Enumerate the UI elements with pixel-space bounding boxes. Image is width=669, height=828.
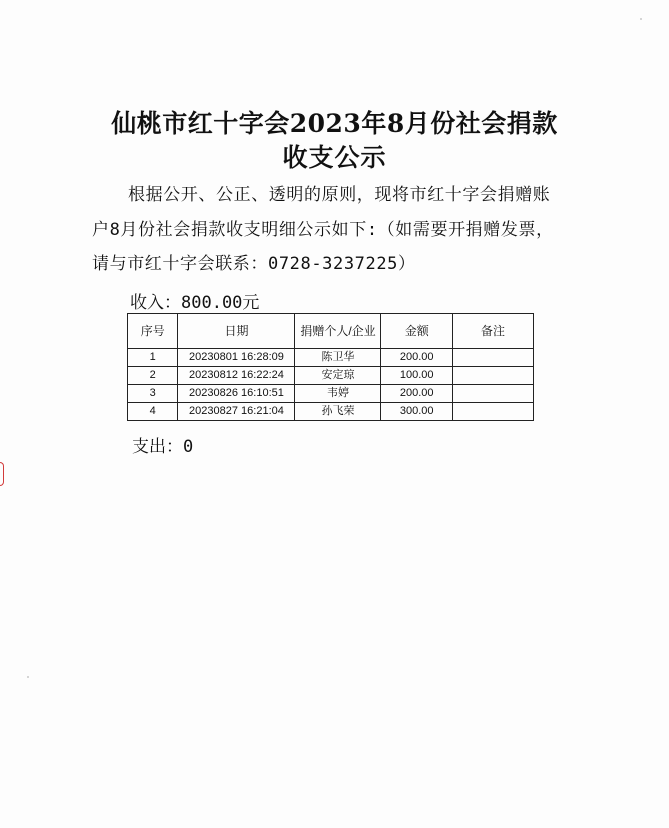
- table-row: [128, 349, 534, 367]
- table-row: [128, 403, 534, 421]
- cell-amount: 200.00: [381, 349, 452, 367]
- cell-no: 2: [128, 367, 178, 385]
- header-note: 备注: [452, 314, 533, 349]
- cell-donor: 孙飞荣: [295, 403, 381, 421]
- cell-amount: 200.00: [381, 385, 452, 403]
- expense-summary: 支出：0: [132, 437, 194, 457]
- scan-speck: [640, 18, 642, 20]
- cell-amount: 100.00: [381, 367, 452, 385]
- cell-no: 4: [128, 403, 178, 421]
- cell-date: 20230827 16:21:04: [178, 403, 295, 421]
- cell-note: [452, 349, 533, 367]
- header-donor: 捐赠个人/企业: [295, 314, 381, 349]
- intro-line-3: 请与市红十字会联系：0728-3237225）: [92, 254, 416, 274]
- donation-table: [127, 313, 534, 421]
- margin-red-mark: [0, 462, 4, 486]
- income-summary: 收入：800.00元: [130, 293, 260, 313]
- cell-no: 1: [128, 349, 178, 367]
- header-date: 日期: [178, 314, 295, 349]
- table-row: [128, 385, 534, 403]
- document-title-line2: 收支公示: [282, 143, 387, 172]
- cell-note: [452, 367, 533, 385]
- cell-date: 20230826 16:10:51: [178, 385, 295, 403]
- header-no: 序号: [128, 314, 178, 349]
- cell-note: [452, 385, 533, 403]
- cell-donor: 陈卫华: [295, 349, 381, 367]
- cell-note: [452, 403, 533, 421]
- cell-donor: 安定琼: [295, 367, 381, 385]
- intro-line-1: 根据公开、公正、透明的原则，现将市红十字会捐赠账: [128, 185, 551, 205]
- cell-date: 20230812 16:22:24: [178, 367, 295, 385]
- intro-line-2: 户8月份社会捐款收支明细公示如下:（如需要开捐赠发票，: [92, 220, 554, 240]
- cell-no: 3: [128, 385, 178, 403]
- document-title-line1: 仙桃市红十字会2023年8月份社会捐款: [111, 109, 558, 138]
- scan-speck: [27, 676, 29, 678]
- table-row: [128, 367, 534, 385]
- table-header-row: [128, 314, 534, 349]
- cell-donor: 韦婷: [295, 385, 381, 403]
- cell-amount: 300.00: [381, 403, 452, 421]
- header-amount: 金额: [381, 314, 452, 349]
- cell-date: 20230801 16:28:09: [178, 349, 295, 367]
